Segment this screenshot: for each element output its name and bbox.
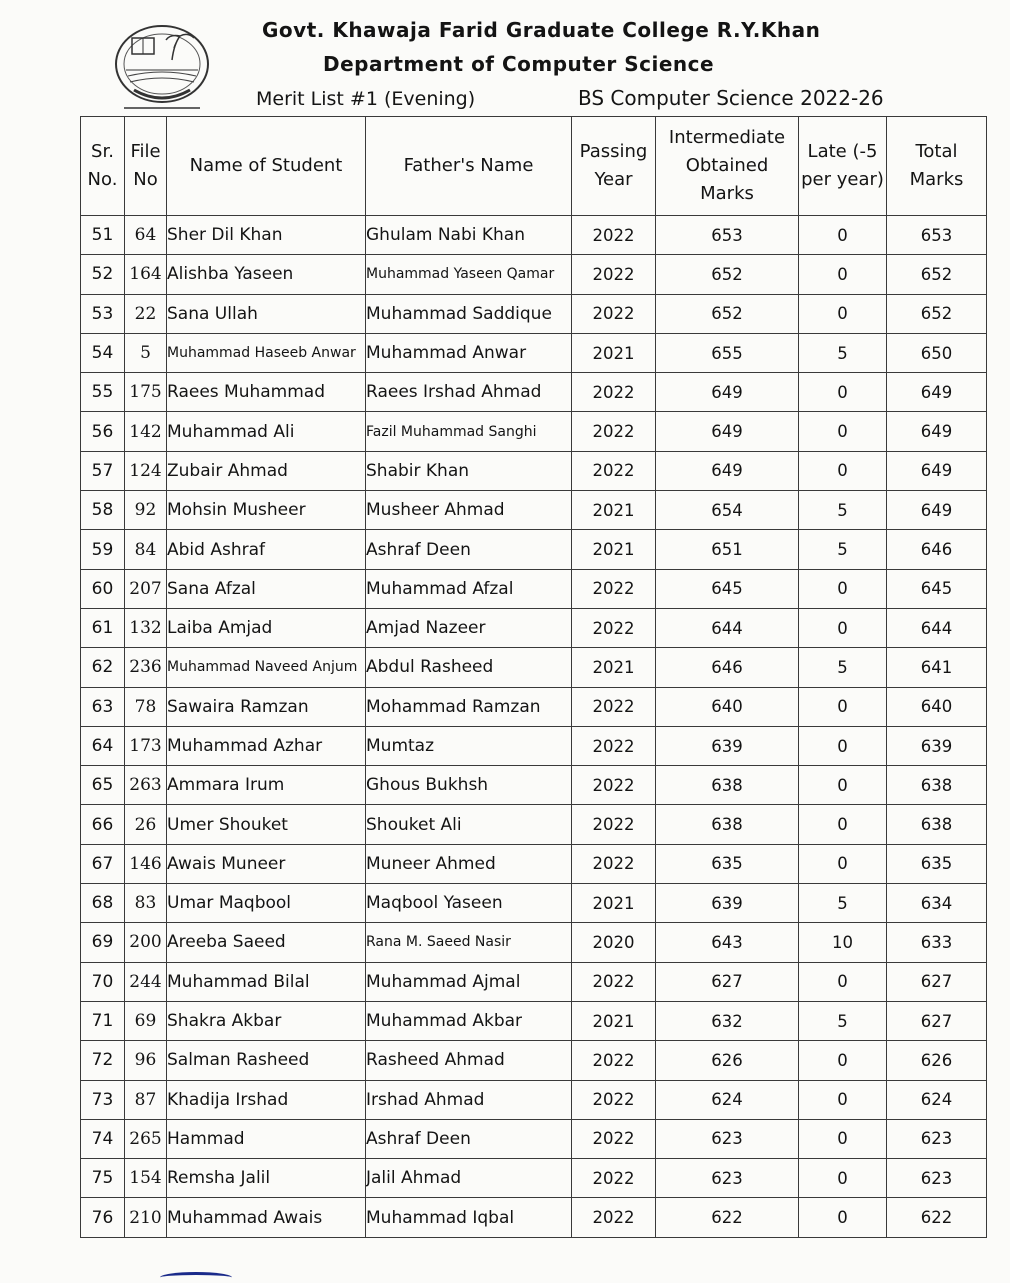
sr-no-cell: 74 [81,1119,125,1158]
sr-no-cell: 59 [81,530,125,569]
table-row [81,844,987,883]
sr-no-cell: 52 [81,255,125,294]
sr-no-cell: 70 [81,962,125,1001]
program-title: BS Computer Science 2022-26 [578,86,884,110]
sr-no-cell: 72 [81,1041,125,1080]
table-row [81,1159,987,1198]
father-name-cell: Muneer Ahmed [366,844,572,883]
file-no-cell: 124 [125,451,167,490]
total-marks-cell: 623 [887,1159,987,1198]
file-no-cell: 154 [125,1159,167,1198]
passing-year-cell: 2022 [572,1159,656,1198]
file-no-cell: 244 [125,962,167,1001]
late-deduction-cell: 5 [799,333,887,372]
college-title: Govt. Khawaja Farid Graduate College R.Y.Khan [262,18,821,42]
late-deduction-cell: 0 [799,1159,887,1198]
file-no-cell: 175 [125,373,167,412]
passing-year-cell: 2022 [572,255,656,294]
merit-list-title: Merit List #1 (Evening) [256,88,476,110]
obtained-marks-cell: 624 [656,1080,799,1119]
passing-year-cell: 2021 [572,491,656,530]
sr-no-cell: 69 [81,923,125,962]
student-name-cell: Remsha Jalil [167,1159,366,1198]
sr-no-cell: 60 [81,569,125,608]
table-row [81,648,987,687]
sr-no-cell: 58 [81,491,125,530]
sr-no-cell: 71 [81,1001,125,1040]
sr-no-cell: 73 [81,1080,125,1119]
student-name-cell: Ammara Irum [167,766,366,805]
passing-year-cell: 2022 [572,766,656,805]
student-name-cell: Umar Maqbool [167,884,366,923]
header-file-no: File No [125,117,167,216]
total-marks-cell: 646 [887,530,987,569]
table-row [81,923,987,962]
merit-list-table [80,116,987,1238]
student-name-cell: Zubair Ahmad [167,451,366,490]
table-header-row [81,117,987,216]
file-no-cell: 164 [125,255,167,294]
obtained-marks-cell: 632 [656,1001,799,1040]
total-marks-cell: 634 [887,884,987,923]
table-row [81,412,987,451]
total-marks-cell: 640 [887,687,987,726]
passing-year-cell: 2022 [572,726,656,765]
sr-no-cell: 55 [81,373,125,412]
late-deduction-cell: 0 [799,451,887,490]
passing-year-cell: 2022 [572,1119,656,1158]
obtained-marks-cell: 640 [656,687,799,726]
father-name-cell: Shouket Ali [366,805,572,844]
table-row [81,569,987,608]
obtained-marks-cell: 623 [656,1119,799,1158]
passing-year-cell: 2020 [572,923,656,962]
student-name-cell: Raees Muhammad [167,373,366,412]
student-name-cell: Laiba Amjad [167,608,366,647]
sr-no-cell: 62 [81,648,125,687]
father-name-cell: Muhammad Ajmal [366,962,572,1001]
father-name-cell: Muhammad Afzal [366,569,572,608]
passing-year-cell: 2022 [572,844,656,883]
late-deduction-cell: 0 [799,569,887,608]
file-no-cell: 142 [125,412,167,451]
table-row [81,1198,987,1237]
father-name-cell: Rasheed Ahmad [366,1041,572,1080]
student-name-cell: Muhammad Azhar [167,726,366,765]
obtained-marks-cell: 649 [656,412,799,451]
table-row [81,373,987,412]
passing-year-cell: 2022 [572,294,656,333]
late-deduction-cell: 0 [799,373,887,412]
late-deduction-cell: 0 [799,687,887,726]
student-name-cell: Abid Ashraf [167,530,366,569]
sr-no-cell: 75 [81,1159,125,1198]
student-name-cell: Muhammad Naveed Anjum [167,648,366,687]
header-total-marks: Total Marks [887,117,987,216]
file-no-cell: 83 [125,884,167,923]
passing-year-cell: 2022 [572,962,656,1001]
late-deduction-cell: 0 [799,1041,887,1080]
father-name-cell: Fazil Muhammad Sanghi [366,412,572,451]
table-row [81,1119,987,1158]
sr-no-cell: 53 [81,294,125,333]
late-deduction-cell: 0 [799,294,887,333]
father-name-cell: Rana M. Saeed Nasir [366,923,572,962]
table-row [81,216,987,255]
passing-year-cell: 2022 [572,805,656,844]
header-father-name: Father's Name [366,117,572,216]
sr-no-cell: 67 [81,844,125,883]
late-deduction-cell: 10 [799,923,887,962]
file-no-cell: 210 [125,1198,167,1237]
student-name-cell: Muhammad Ali [167,412,366,451]
total-marks-cell: 649 [887,491,987,530]
total-marks-cell: 627 [887,1001,987,1040]
student-name-cell: Salman Rasheed [167,1041,366,1080]
obtained-marks-cell: 655 [656,333,799,372]
file-no-cell: 84 [125,530,167,569]
late-deduction-cell: 5 [799,491,887,530]
student-name-cell: Mohsin Musheer [167,491,366,530]
obtained-marks-cell: 638 [656,766,799,805]
table-row [81,255,987,294]
obtained-marks-cell: 639 [656,884,799,923]
passing-year-cell: 2021 [572,333,656,372]
total-marks-cell: 622 [887,1198,987,1237]
student-name-cell: Khadija Irshad [167,1080,366,1119]
father-name-cell: Muhammad Akbar [366,1001,572,1040]
total-marks-cell: 624 [887,1080,987,1119]
passing-year-cell: 2022 [572,216,656,255]
sr-no-cell: 56 [81,412,125,451]
late-deduction-cell: 0 [799,255,887,294]
total-marks-cell: 649 [887,451,987,490]
obtained-marks-cell: 644 [656,608,799,647]
student-name-cell: Awais Muneer [167,844,366,883]
total-marks-cell: 633 [887,923,987,962]
late-deduction-cell: 0 [799,608,887,647]
total-marks-cell: 638 [887,766,987,805]
sr-no-cell: 68 [81,884,125,923]
document-header [0,0,1010,118]
college-logo-icon [112,20,212,112]
passing-year-cell: 2022 [572,608,656,647]
table-row [81,1001,987,1040]
late-deduction-cell: 0 [799,766,887,805]
father-name-cell: Muhammad Iqbal [366,1198,572,1237]
late-deduction-cell: 0 [799,216,887,255]
student-name-cell: Muhammad Bilal [167,962,366,1001]
header-late-deduction: Late (-5 per year) [799,117,887,216]
header-obtained-marks: Intermediate Obtained Marks [656,117,799,216]
sr-no-cell: 51 [81,216,125,255]
total-marks-cell: 623 [887,1119,987,1158]
sr-no-cell: 76 [81,1198,125,1237]
file-no-cell: 173 [125,726,167,765]
father-name-cell: Musheer Ahmad [366,491,572,530]
late-deduction-cell: 5 [799,530,887,569]
obtained-marks-cell: 643 [656,923,799,962]
total-marks-cell: 649 [887,412,987,451]
table-row [81,294,987,333]
obtained-marks-cell: 639 [656,726,799,765]
obtained-marks-cell: 653 [656,216,799,255]
table-row [81,451,987,490]
sr-no-cell: 63 [81,687,125,726]
student-name-cell: Sana Afzal [167,569,366,608]
table-row [81,608,987,647]
file-no-cell: 92 [125,491,167,530]
table-row [81,1041,987,1080]
file-no-cell: 64 [125,216,167,255]
father-name-cell: Jalil Ahmad [366,1159,572,1198]
file-no-cell: 265 [125,1119,167,1158]
department-title: Department of Computer Science [323,52,715,76]
obtained-marks-cell: 627 [656,962,799,1001]
obtained-marks-cell: 652 [656,294,799,333]
passing-year-cell: 2021 [572,1001,656,1040]
late-deduction-cell: 0 [799,962,887,1001]
passing-year-cell: 2022 [572,687,656,726]
file-no-cell: 263 [125,766,167,805]
table-row [81,962,987,1001]
sr-no-cell: 54 [81,333,125,372]
total-marks-cell: 638 [887,805,987,844]
father-name-cell: Shabir Khan [366,451,572,490]
file-no-cell: 26 [125,805,167,844]
student-name-cell: Muhammad Awais [167,1198,366,1237]
file-no-cell: 236 [125,648,167,687]
table-row [81,884,987,923]
sr-no-cell: 57 [81,451,125,490]
table-row [81,766,987,805]
obtained-marks-cell: 652 [656,255,799,294]
pen-mark [160,1272,232,1283]
file-no-cell: 5 [125,333,167,372]
table-row [81,687,987,726]
father-name-cell: Mumtaz [366,726,572,765]
table-row [81,1080,987,1119]
total-marks-cell: 652 [887,255,987,294]
table-row [81,491,987,530]
late-deduction-cell: 0 [799,412,887,451]
table-row [81,805,987,844]
father-name-cell: Maqbool Yaseen [366,884,572,923]
file-no-cell: 78 [125,687,167,726]
late-deduction-cell: 0 [799,726,887,765]
header-passing-year: Passing Year [572,117,656,216]
obtained-marks-cell: 635 [656,844,799,883]
total-marks-cell: 644 [887,608,987,647]
obtained-marks-cell: 651 [656,530,799,569]
passing-year-cell: 2022 [572,1080,656,1119]
passing-year-cell: 2022 [572,373,656,412]
file-no-cell: 132 [125,608,167,647]
sr-no-cell: 61 [81,608,125,647]
obtained-marks-cell: 626 [656,1041,799,1080]
father-name-cell: Muhammad Yaseen Qamar [366,255,572,294]
late-deduction-cell: 0 [799,1080,887,1119]
late-deduction-cell: 0 [799,805,887,844]
obtained-marks-cell: 622 [656,1198,799,1237]
student-name-cell: Shakra Akbar [167,1001,366,1040]
total-marks-cell: 635 [887,844,987,883]
file-no-cell: 96 [125,1041,167,1080]
late-deduction-cell: 5 [799,1001,887,1040]
late-deduction-cell: 0 [799,1198,887,1237]
total-marks-cell: 650 [887,333,987,372]
table-row [81,726,987,765]
total-marks-cell: 641 [887,648,987,687]
passing-year-cell: 2021 [572,530,656,569]
father-name-cell: Muhammad Saddique [366,294,572,333]
passing-year-cell: 2022 [572,412,656,451]
passing-year-cell: 2022 [572,1041,656,1080]
passing-year-cell: 2022 [572,451,656,490]
student-name-cell: Alishba Yaseen [167,255,366,294]
late-deduction-cell: 5 [799,884,887,923]
total-marks-cell: 626 [887,1041,987,1080]
father-name-cell: Ghulam Nabi Khan [366,216,572,255]
total-marks-cell: 645 [887,569,987,608]
table-row [81,530,987,569]
passing-year-cell: 2022 [572,569,656,608]
total-marks-cell: 649 [887,373,987,412]
late-deduction-cell: 5 [799,648,887,687]
student-name-cell: Umer Shouket [167,805,366,844]
file-no-cell: 146 [125,844,167,883]
sr-no-cell: 66 [81,805,125,844]
header-sr-no: Sr. No. [81,117,125,216]
passing-year-cell: 2022 [572,1198,656,1237]
late-deduction-cell: 0 [799,844,887,883]
student-name-cell: Sawaira Ramzan [167,687,366,726]
sr-no-cell: 65 [81,766,125,805]
total-marks-cell: 653 [887,216,987,255]
father-name-cell: Raees Irshad Ahmad [366,373,572,412]
obtained-marks-cell: 623 [656,1159,799,1198]
file-no-cell: 87 [125,1080,167,1119]
header-student-name: Name of Student [167,117,366,216]
file-no-cell: 200 [125,923,167,962]
table-row [81,333,987,372]
obtained-marks-cell: 638 [656,805,799,844]
student-name-cell: Areeba Saeed [167,923,366,962]
sr-no-cell: 64 [81,726,125,765]
father-name-cell: Muhammad Anwar [366,333,572,372]
student-name-cell: Hammad [167,1119,366,1158]
obtained-marks-cell: 649 [656,373,799,412]
obtained-marks-cell: 654 [656,491,799,530]
father-name-cell: Amjad Nazeer [366,608,572,647]
total-marks-cell: 627 [887,962,987,1001]
late-deduction-cell: 0 [799,1119,887,1158]
passing-year-cell: 2021 [572,648,656,687]
student-name-cell: Sher Dil Khan [167,216,366,255]
obtained-marks-cell: 649 [656,451,799,490]
father-name-cell: Ashraf Deen [366,1119,572,1158]
student-name-cell: Muhammad Haseeb Anwar [167,333,366,372]
total-marks-cell: 652 [887,294,987,333]
obtained-marks-cell: 645 [656,569,799,608]
obtained-marks-cell: 646 [656,648,799,687]
father-name-cell: Abdul Rasheed [366,648,572,687]
student-name-cell: Sana Ullah [167,294,366,333]
father-name-cell: Irshad Ahmad [366,1080,572,1119]
file-no-cell: 207 [125,569,167,608]
total-marks-cell: 639 [887,726,987,765]
father-name-cell: Mohammad Ramzan [366,687,572,726]
father-name-cell: Ghous Bukhsh [366,766,572,805]
father-name-cell: Ashraf Deen [366,530,572,569]
passing-year-cell: 2021 [572,884,656,923]
file-no-cell: 22 [125,294,167,333]
file-no-cell: 69 [125,1001,167,1040]
